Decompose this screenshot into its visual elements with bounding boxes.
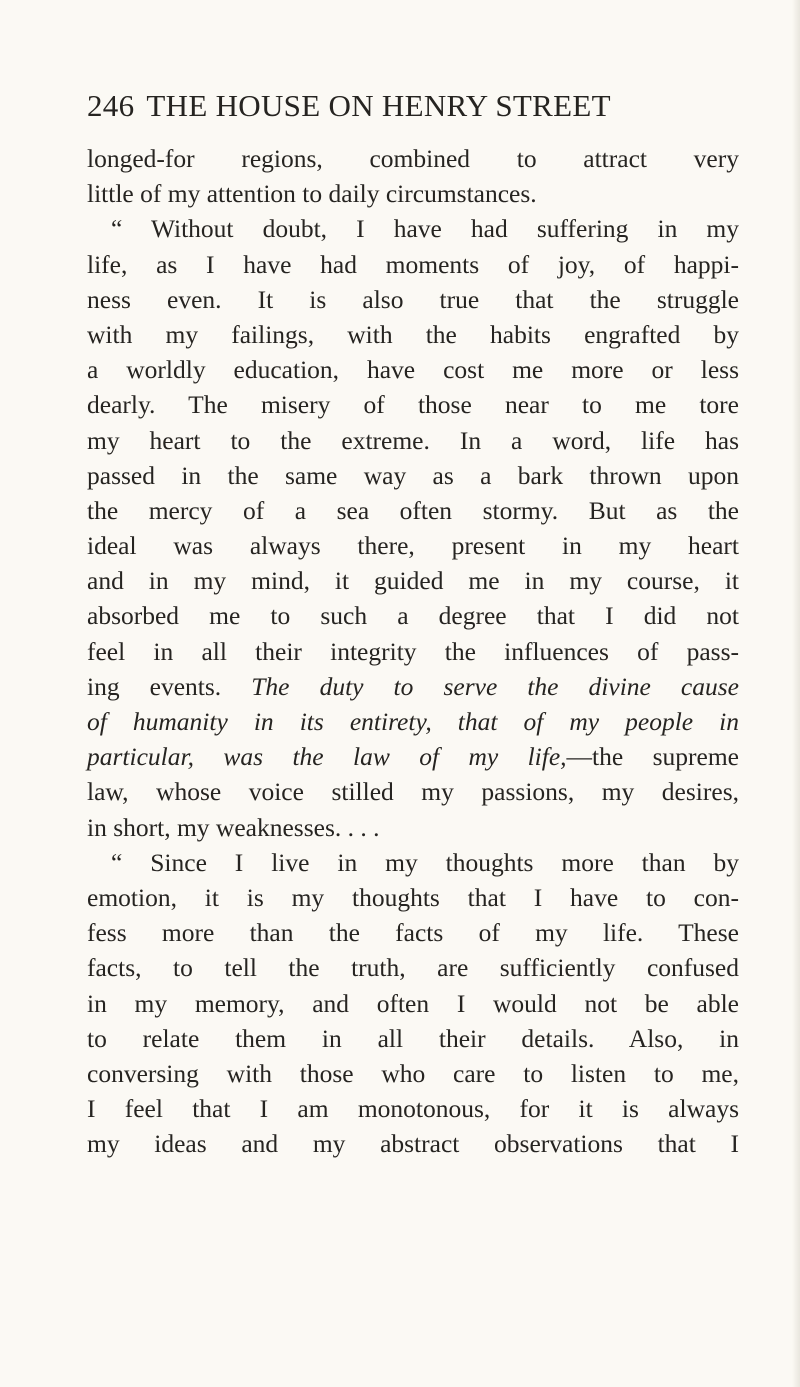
page-edge-shadow bbox=[792, 0, 800, 1387]
italic-text: particular, was the law of my life, bbox=[87, 742, 567, 772]
text-line: dearly. The misery of those near to me tore bbox=[87, 390, 739, 420]
text-line: passed in the same way as a bark thrown upon bbox=[87, 460, 739, 490]
roman-text: ing events. bbox=[87, 671, 252, 701]
text-line: conversing with those who care to listen to me, bbox=[87, 1058, 739, 1088]
text-line: to relate them in all their details. Also, in bbox=[87, 1023, 739, 1053]
text-line: ness even. It is also true that the struggle bbox=[87, 284, 739, 314]
running-title: THE HOUSE ON HENRY STREET bbox=[146, 88, 611, 123]
text-line: facts, to tell the truth, are sufficiently confused bbox=[87, 953, 739, 983]
text-line: my heart to the extreme. In a word, life has bbox=[87, 425, 739, 455]
text-line: and in my mind, it guided me in my course, it bbox=[87, 566, 739, 596]
text-line: “ Without doubt, I have had suffering in my bbox=[111, 214, 739, 244]
text-line: little of my attention to daily circumstances. bbox=[87, 179, 537, 209]
italic-text: of humanity in its entirety, that of my people in bbox=[87, 707, 739, 736]
text-line: I feel that I am monotonous, for it is always bbox=[87, 1094, 739, 1124]
body-text bbox=[87, 141, 739, 1161]
text-line: fess more than the facts of my life. These bbox=[87, 918, 739, 948]
italic-text: The duty to serve the divine cause bbox=[251, 671, 739, 701]
text-line: life, as I have had moments of joy, of happi- bbox=[87, 249, 739, 279]
text-line: law, whose voice stilled my passions, my desires, bbox=[87, 777, 739, 807]
running-head bbox=[87, 86, 727, 126]
text-line: “ Since I live in my thoughts more than by bbox=[111, 847, 739, 877]
text-line: absorbed me to such a degree that I did not bbox=[87, 601, 739, 631]
text-line: a worldly education, have cost me more or less bbox=[87, 355, 739, 385]
text-line: in my memory, and often I would not be able bbox=[87, 988, 739, 1018]
text-line: longed-for regions, combined to attract very bbox=[87, 144, 739, 173]
text-line: emotion, it is my thoughts that I have to con- bbox=[87, 882, 739, 912]
roman-text: —the supreme bbox=[566, 742, 739, 772]
text-line-mixed bbox=[87, 739, 739, 774]
text-line: the mercy of a sea often stormy. But as the bbox=[87, 495, 739, 525]
text-line: in short, my weaknesses. . . . bbox=[87, 812, 380, 842]
text-line-mixed bbox=[87, 669, 739, 704]
text-line-italic bbox=[87, 704, 739, 739]
text-line: with my failings, with the habits engrafted by bbox=[87, 319, 739, 349]
page-number: 246 bbox=[87, 88, 135, 123]
text-line: feel in all their integrity the influences of pass- bbox=[87, 636, 739, 666]
text-line: my ideas and my abstract observations that I bbox=[87, 1129, 739, 1159]
text-line: ideal was always there, present in my heart bbox=[87, 531, 739, 561]
